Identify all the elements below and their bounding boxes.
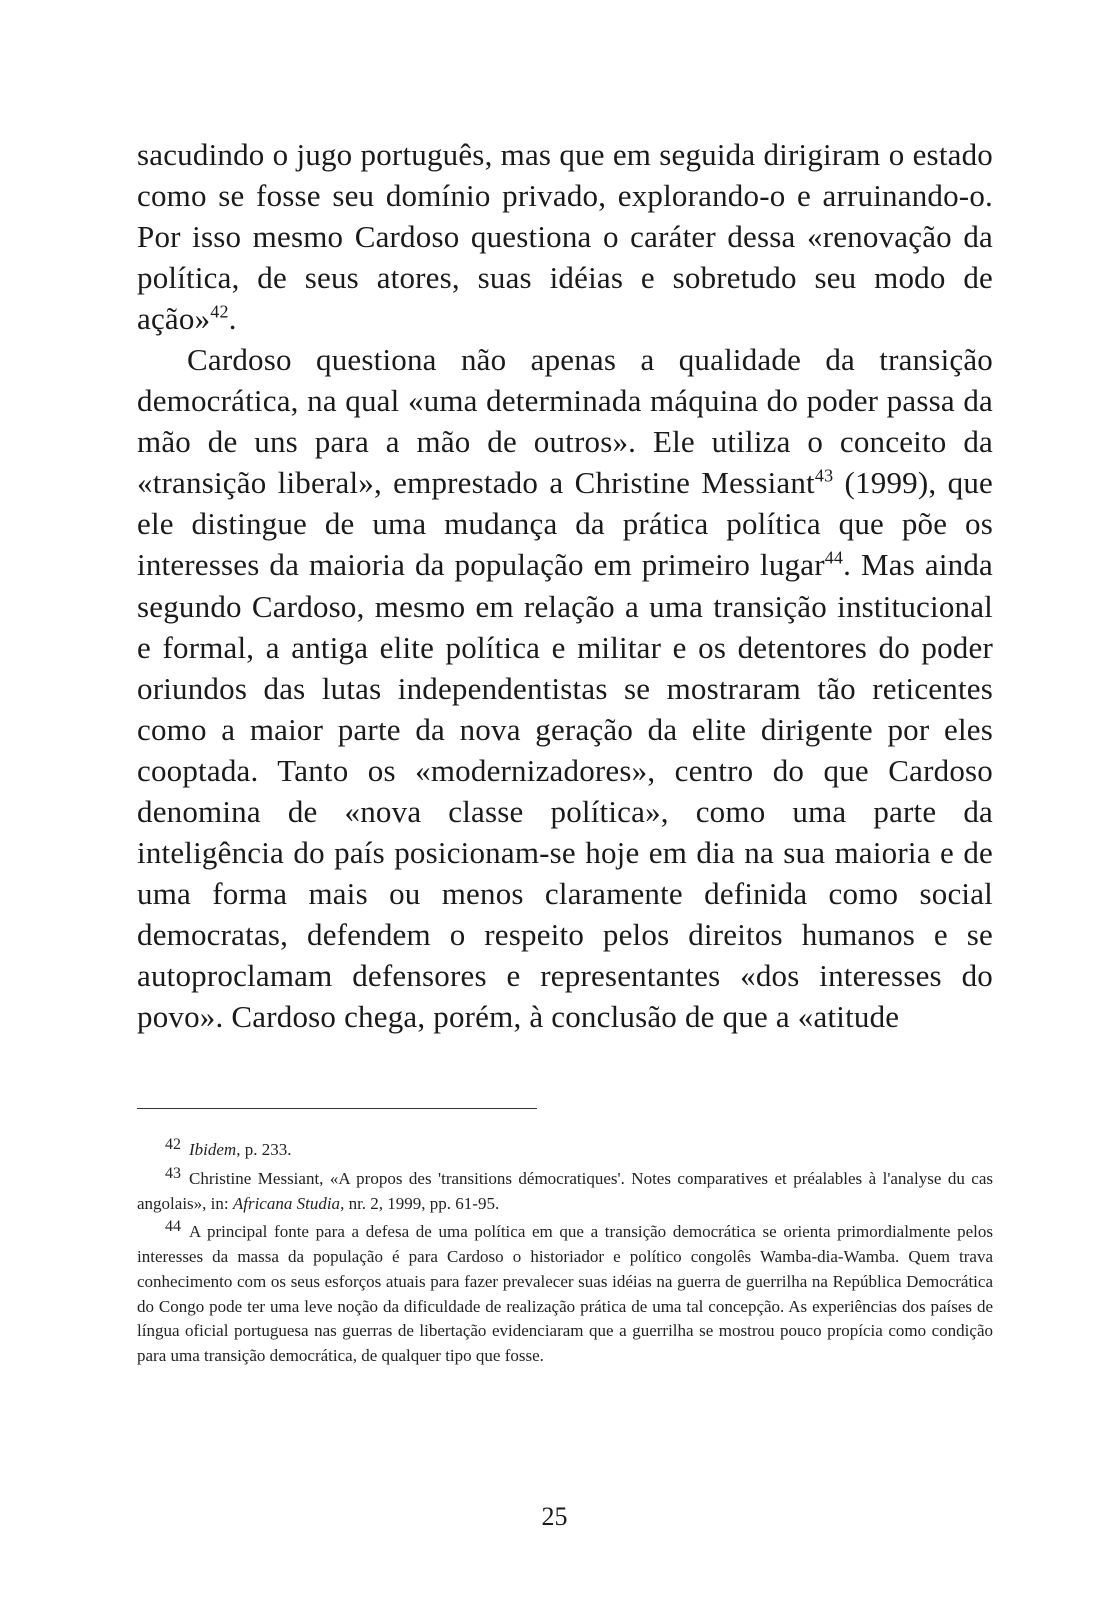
footnote-ref-42[interactable]: 42 <box>210 301 229 322</box>
footnote-divider <box>137 1108 537 1109</box>
page-number: 25 <box>541 1502 568 1531</box>
footnote-ref-43[interactable]: 43 <box>814 466 834 487</box>
paragraph-1: sacudindo o jugo português, mas que em seguida dirigiram o estado como se fosse seu domínio privado, explorando-o e arruinando-o. Por isso mesmo Cardoso questiona o caráter dessa «renovação da política, de seus atores, suas idéias e sobretudo seu modo de ação»$^{42}$. <box>137 137 993 337</box>
footnote-ref-44[interactable]: 44 <box>824 548 844 569</box>
footnote-43: 43 Christine Messiant, «A propos des 'transitions démocratiques'. Notes comparatives et préalables à l'analyse du cas angolais», in: Africana Studia, nr. 2, 1999, pp. 61-95. <box>137 1164 993 1214</box>
footnotes <box>137 1138 993 1371</box>
paragraph-2: Cardoso questiona não apenas a qualidade da transição democrática, na qual «uma determinada máquina do poder passa da mão de uns para a mão de outros». Ele utiliza o conceito da «transição liberal», emprestado a Christine Messiant$^{43}$ (1999), que ele distingue de uma mudança da prática política que põe os interesses da maioria da população em primeiro lugar$^{44}$. Mas ainda segundo Cardoso, mesmo em relação a uma transição institucional e formal, a antiga elite política e militar e os detentores do poder oriundos das lutas independentistas se mostraram tão reticentes como a maior parte da nova geração da elite dirigente por eles cooptada. Tanto os «modernizadores», centro do que Cardoso denomina de «nova classe política», como uma parte da inteligência do país posicionam-se hoje em dia na sua maioria e de uma forma mais ou menos claramente definida como social democratas, defendem o respeito pelos direitos humanos e se autoproclamam defensores e representantes «dos interesses do povo». Cardoso chega, porém, à conclusão de que a «atitude <box>137 342 993 1034</box>
footnote-44: 44 A principal fonte para a defesa de uma política em que a transição democrática se orienta primordialmente pelos interesses da massa da população é para Cardoso o historiador e político congolês Wamba-dia-Wamba. Quem trava conhecimento com os seus esforços atuais para fazer prevalecer suas idéias na guerra de guerrilha na República Democrática do Congo pode ter uma leve noção da dificuldade de realização prática de uma tal concepção. As experiências dos países de língua oficial portuguesa nas guerras de libertação evidenciaram que a guerrilha se mostrou pouco propícia como condição para uma transição democrática, de qualquer tipo que fosse. <box>137 1217 993 1365</box>
footnote-42: 42 Ibidem, p. 233. <box>165 1136 292 1159</box>
main-text <box>137 134 993 1037</box>
